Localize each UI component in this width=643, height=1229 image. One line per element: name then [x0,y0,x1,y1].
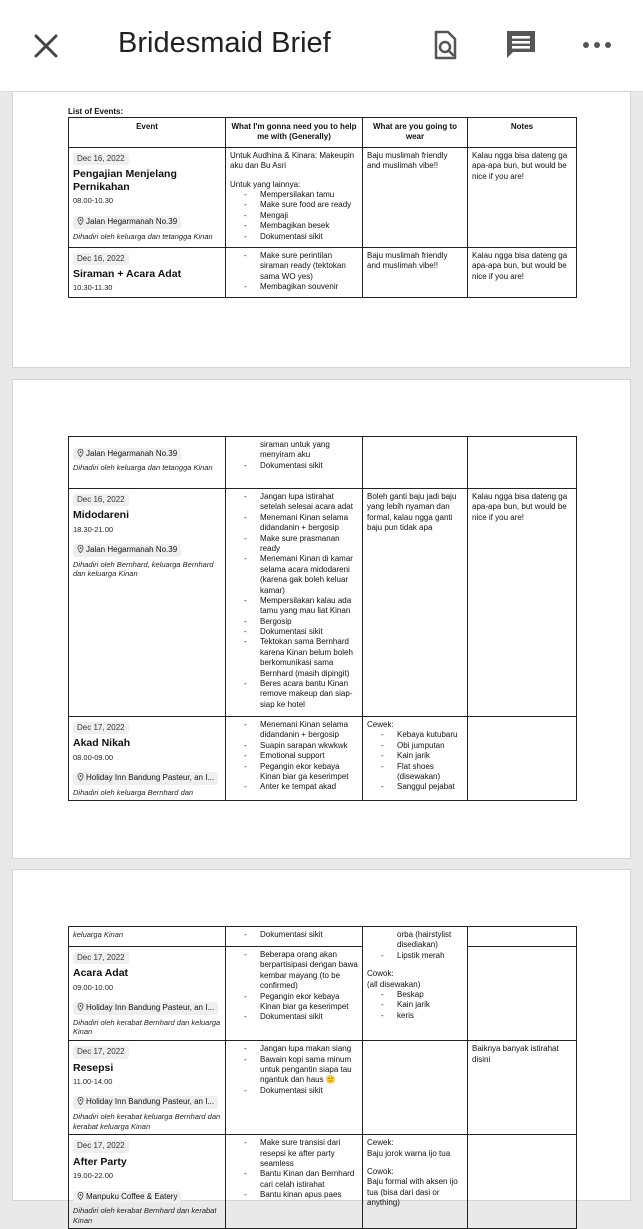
help-list [230,251,358,293]
events-table [68,926,577,1229]
table-row [69,1135,577,1229]
list-item: - Beskap [367,990,463,1000]
list-item: - Beberapa orang akan berpartisipasi dengan bawa kembar mayang (to be confirmed) [230,950,358,992]
events-table [68,436,577,801]
list-item: - Bantu kinan apus paes [230,1190,358,1200]
wear-cell: Boleh ganti baju jadi baju yang lebih nyaman dan formal, kalau ngga ganti baju pun tidak apa [363,489,468,717]
document-title: Bridesmaid Brief [118,27,331,59]
location-pin-icon [77,1097,84,1105]
list-item: - Dokumentasi sikit [230,1012,358,1022]
help-list [230,1138,358,1200]
list-item: - Suapin sarapan wkwkwk [230,741,358,751]
events-table [68,117,577,298]
date-chip[interactable]: Dec 17, 2022 [73,1046,129,1058]
event-name: Siraman + Acara Adat [73,268,182,281]
wear-intro: Cowok: [367,969,394,979]
location-chip[interactable] [73,772,218,784]
event-time: 18.30-21.00 [73,524,114,534]
location-text: Holiday Inn Bandung Pasteur, an I... [86,1097,215,1107]
location-pin-icon [77,449,84,457]
event-host: Dihadiri oleh kerabat keluarga Bernhard dan kerabat keluarga Kinan [73,1111,221,1131]
wear-intro: Cewek: [367,1138,394,1148]
help-list [230,930,358,940]
list-item: - Dokumentasi sikit [230,461,358,471]
list-item: - Pegangin ekor kebaya Kinan biar ga keserimpet [230,762,358,783]
location-text: Jalan Hegarmanah No.39 [86,217,178,227]
list-title: List of Events: [68,107,124,116]
event-host: Dihadiri oleh Bernhard, keluarga Bernhard dan keluarga Kinan [73,559,214,579]
header-wear: What are you going to wear [363,118,468,148]
notes-cell: Kalau ngga bisa dateng ga apa-apa bun, but would be nice if you are! [468,489,577,717]
table-row [69,947,577,1041]
list-item: - Bawain kopi sama minum untuk pengantin siapa tau ngantuk dan haus 🙂 [230,1055,358,1086]
list-item: - Dokumentasi sikit [230,930,358,940]
list-item: - Membagikan souvenir [230,282,358,292]
list-item: - Dokumentasi sikit [230,627,358,637]
help-list [230,720,358,793]
list-item: - Mengaji [230,211,358,221]
list-item: - Make sure transisi dari resepsi ke after party seamless [230,1138,358,1169]
list-item: - Beres acara bantu Kinan remove makeup dan siap-siap ke hotel [230,679,358,710]
event-name: Acara Adat [73,967,129,980]
table-row [69,1041,577,1135]
header-help: What I'm gonna need you to help me with (Generally) [226,118,363,148]
list-item: - Anter ke tempat akad [230,782,358,792]
table-row [69,437,577,489]
wear-list [367,730,463,792]
date-chip[interactable]: Dec 17, 2022 [73,1140,129,1152]
location-chip[interactable] [73,216,181,228]
date-chip[interactable]: Dec 16, 2022 [73,253,129,265]
wear-intro: (all disewakan) [367,979,421,989]
list-item: - Kebaya kutubaru [367,730,463,740]
location-text: Jalan Hegarmanah No.39 [86,449,178,458]
date-chip[interactable]: Dec 16, 2022 [73,153,129,165]
event-time: 19.00-22.00 [73,1170,114,1180]
event-host: Dihadiri oleh keluarga dan tetangga Kinan [73,231,213,241]
event-name: Pengajian Menjelang Pernikahan [73,168,177,194]
document-page-2 [13,380,630,858]
event-time: 08.00-10.30 [73,196,114,206]
list-item: - Membagikan besek [230,221,358,231]
date-chip[interactable]: Dec 16, 2022 [73,494,129,506]
wear-intro: Cowok: [367,1167,394,1177]
wear-continued: orba (hairstylist disediakan) [397,930,452,950]
event-host: Dihadiri oleh keluarga Bernhard dan [73,787,194,797]
wear-list [367,951,463,961]
list-item: - Sanggul pejabat [367,782,463,792]
list-item: - Dokumentasi sikit [230,232,358,242]
list-item: - Menemani Kinan di kamar selama acara midodareni (karena gak boleh keluar kamar) [230,554,358,596]
list-item: - Make sure perintilan siraman ready (tektokan sama WO yes) [230,251,358,282]
location-pin-icon [77,545,84,553]
location-text: Holiday Inn Bandung Pasteur, an I... [86,773,215,783]
event-host: Dihadiri oleh keluarga dan tetangga Kinan [73,463,213,473]
table-row [69,489,577,717]
document-page-3 [13,870,630,1225]
list-item: - Make sure prasmanan ready [230,534,358,555]
table-row [69,717,577,801]
list-item: - Flat shoes (disewakan) [367,762,463,783]
list-item: - Make sure food are ready [230,200,358,210]
event-host: Dihadiri oleh kerabat Bernhard dan kerabat Kinan [73,1205,217,1225]
wear-cell: Baju muslimah friendly and muslimah vibe!! [363,147,468,247]
list-item: - Kain jarik [367,751,463,761]
notes-cell: Kalau ngga bisa dateng ga apa-apa bun, but would be nice if you are! [468,247,577,297]
location-chip[interactable] [73,448,181,460]
close-icon[interactable] [30,30,62,62]
list-item: - Bergosip [230,617,358,627]
notes-cell: Baiknya banyak istirahat disini [468,1041,577,1135]
help-intro: Untuk yang lainnya: [230,179,301,189]
notes-cell: Kalau ngga bisa dateng ga apa-apa bun, but would be nice if you are! [468,147,577,247]
event-time: 11.00-14.00 [73,1076,113,1086]
help-continued: siraman untuk yang menyiram aku [260,440,330,460]
table-row [69,247,577,297]
list-item: - Emotional support [230,751,358,761]
list-item: - Menemani Kinan selama didandanin + bergosip [230,513,358,534]
wear-cell: Baju muslimah friendly and muslimah vibe!! [363,247,468,297]
location-pin-icon [77,773,84,781]
help-list [230,1044,358,1096]
list-item: - Pegangin ekor kebaya Kinan biar ga keserimpet [230,992,358,1013]
location-pin-icon [77,1192,84,1200]
list-item: - Dokumentasi sikit [230,1086,358,1096]
event-name: After Party [73,1155,127,1168]
document-page-1 [13,92,630,367]
wear-list [367,990,463,1021]
list-item: - Mempersilakan tamu [230,190,358,200]
list-item: - Lipstik merah [367,951,463,961]
list-item: - Kain jarik [367,1000,463,1010]
app-bar [0,0,643,92]
list-item: - Menemani Kinan selama didandanin + bergosip [230,720,358,741]
location-chip[interactable] [73,544,181,556]
list-item: - Mempersilakan kalau ada tamu yang mau liat Kinan [230,596,358,617]
location-text: Manpuku Coffee & Eatery [86,1191,178,1201]
event-name: Midodareni [73,509,130,522]
location-text: Jalan Hegarmanah No.39 [86,545,178,555]
search-document-icon[interactable] [428,28,462,62]
table-row [69,927,577,947]
event-name: Resepsi [73,1061,114,1074]
list-item: - Obi jumputan [367,741,463,751]
event-time: 10.30-11.30 [73,283,113,293]
table-row [69,147,577,247]
help-list [230,461,358,471]
location-pin-icon [77,1003,84,1011]
list-item: - keris [367,1011,463,1021]
date-chip[interactable]: Dec 17, 2022 [73,952,129,964]
wear-intro: Cewek: [367,720,394,729]
location-chip[interactable] [73,1002,218,1014]
event-host: keluarga Kinan [73,930,124,939]
list-item: - Tektokan sama Bernhard karena Kinan belum boleh berkomunikasi sama Bernhard (masih dipingit) [230,637,358,679]
help-list [230,950,358,1023]
list-item: - Jangan lupa makan siang [230,1044,358,1054]
help-intro: Untuk Audhina & Kinara: Makeupin aku dan Bu Asri [230,150,355,171]
help-list [230,190,358,242]
date-chip[interactable]: Dec 17, 2022 [73,722,129,734]
location-pin-icon [77,217,84,225]
event-time: 09.00-10.00 [73,982,114,992]
header-event: Event [69,118,226,148]
wear-line: Baju jorok warna ijo tua [367,1148,451,1158]
wear-line: Baju formal with aksen ijo tua (bisa dari dasi or anything) [367,1177,458,1208]
event-host: Dihadiri oleh kerabat Bernhard dan keluarga Kinan [73,1017,221,1037]
list-item: - Bantu Kinan dan Bernhard cari celah istirahat [230,1169,358,1190]
table-header-row [69,118,577,148]
list-item: - Jangan lupa istirahat setelah selesai acara adat [230,492,358,513]
location-chip[interactable] [73,1191,181,1203]
event-time: 08.00-09.00 [73,752,114,762]
location-chip[interactable] [73,1096,218,1108]
more-vert-icon[interactable] [580,28,614,62]
comment-icon[interactable] [504,28,538,62]
location-text: Holiday Inn Bandung Pasteur, an I... [86,1003,215,1013]
event-name: Akad Nikah [73,737,131,750]
header-notes: Notes [468,118,577,148]
help-list [230,492,358,710]
